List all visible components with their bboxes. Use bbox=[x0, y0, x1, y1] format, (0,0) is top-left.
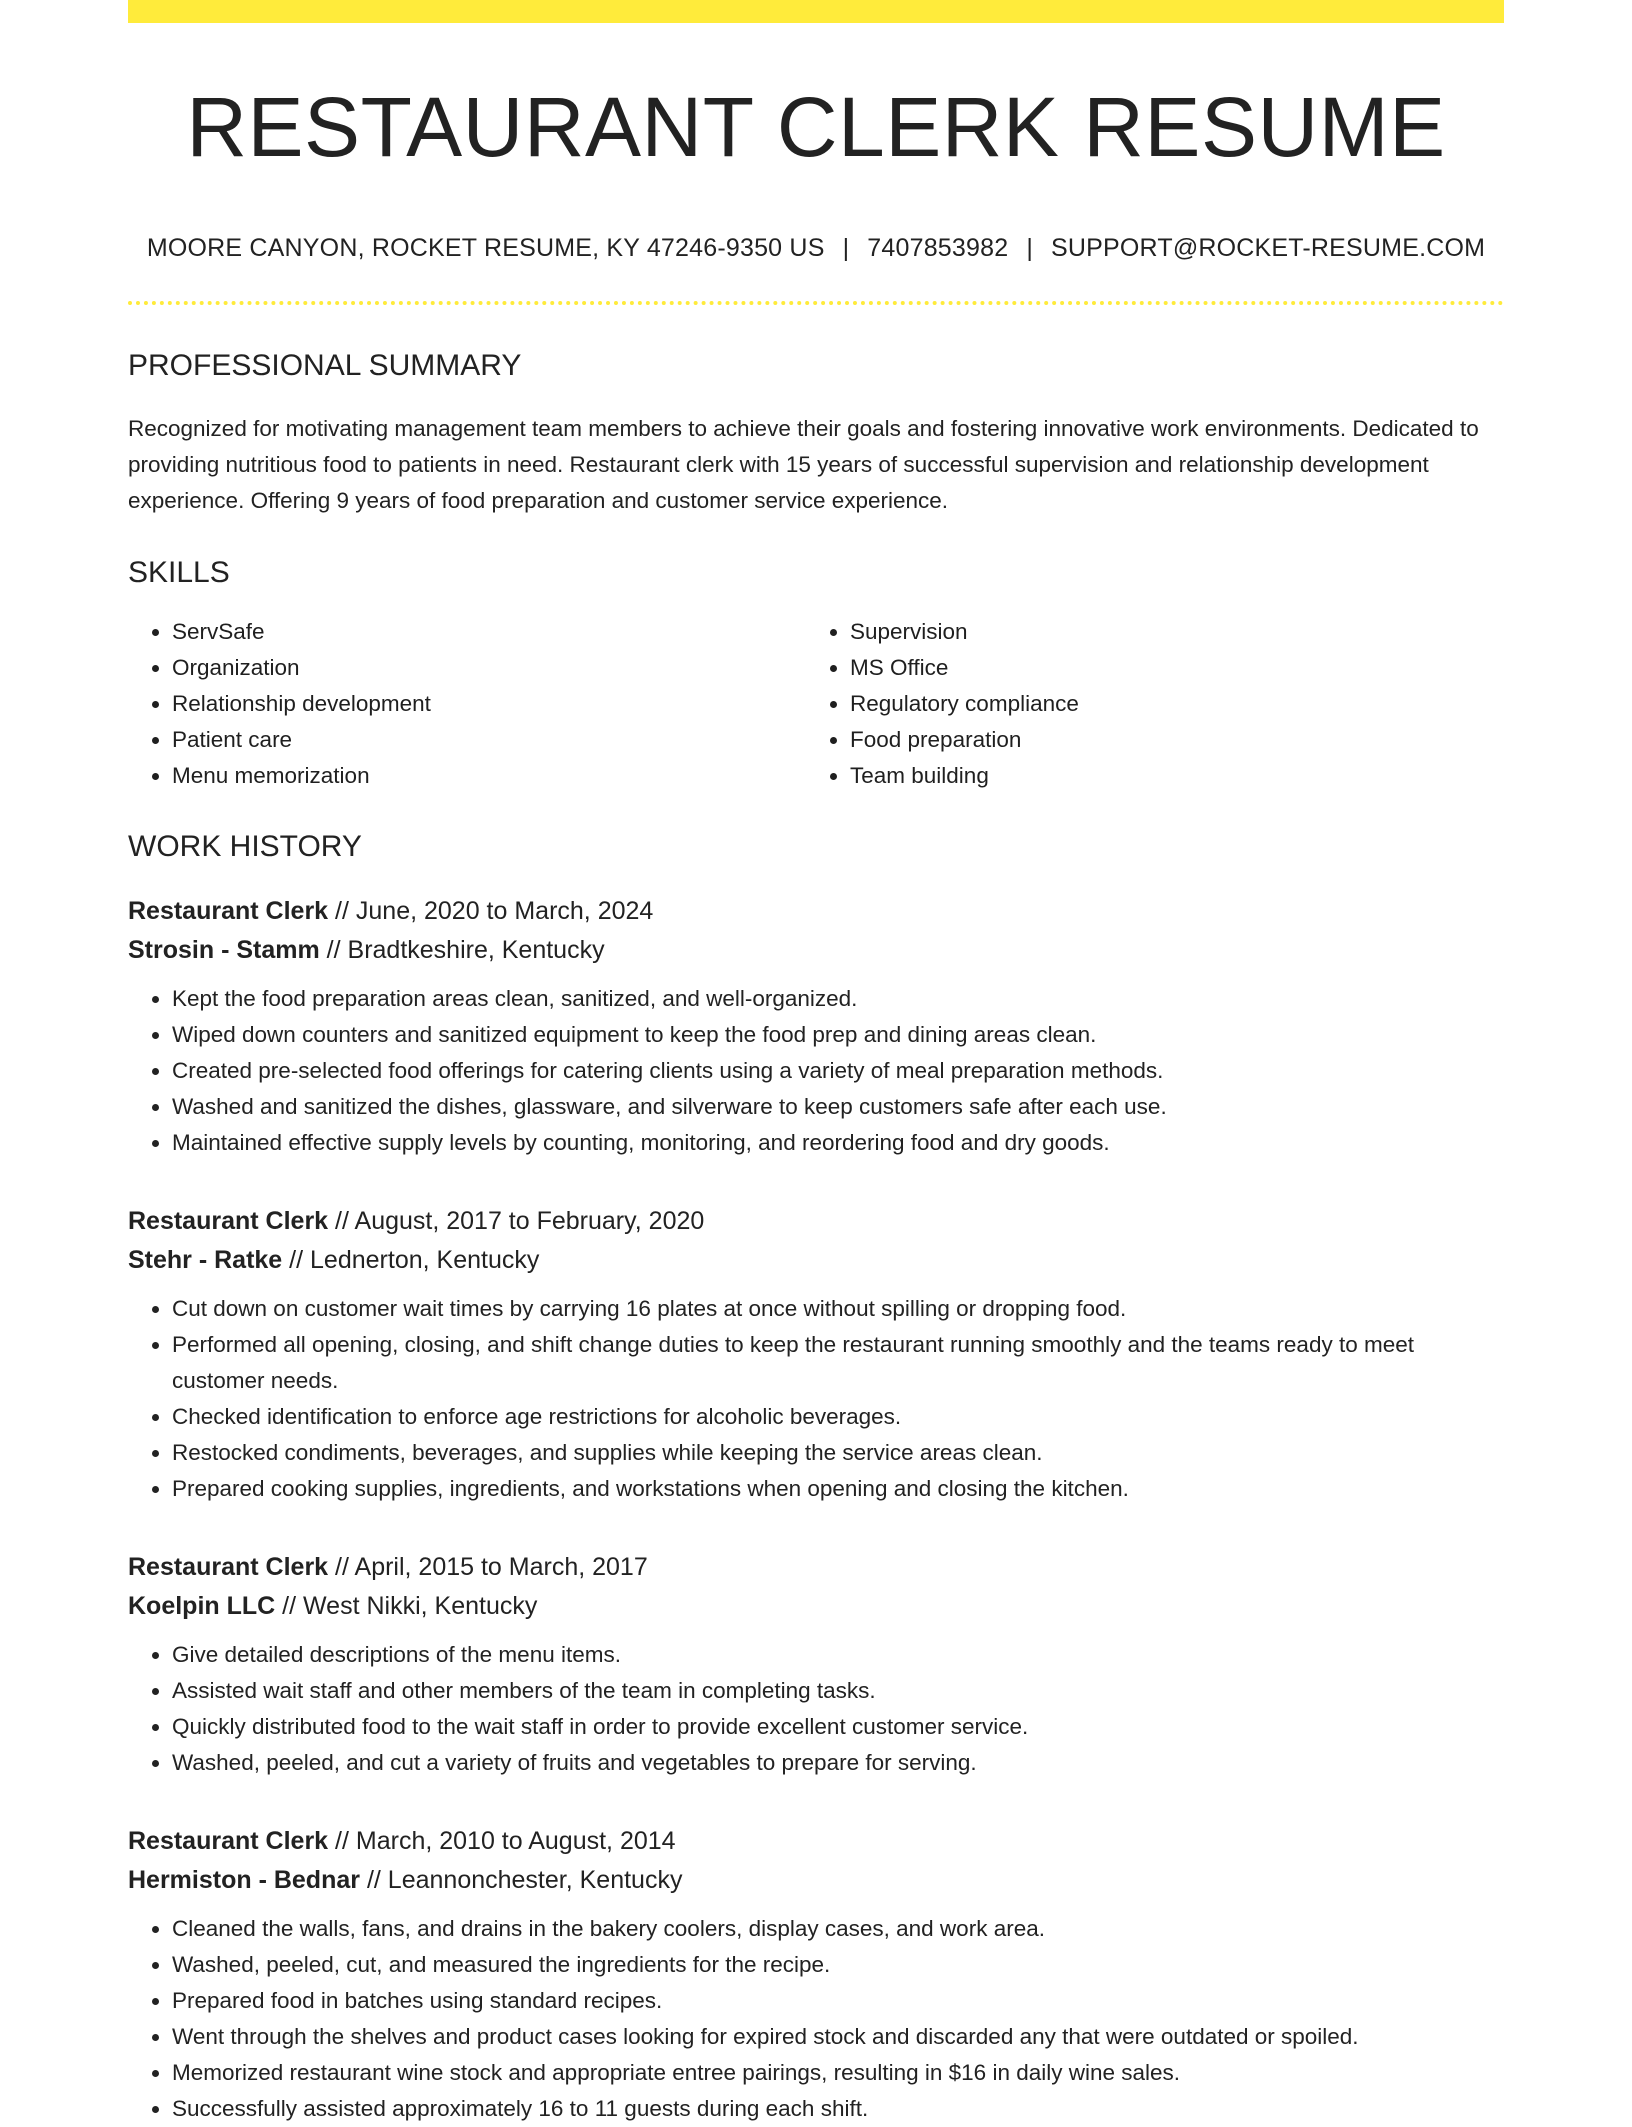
contact-phone: 7407853982 bbox=[867, 234, 1009, 262]
contact-line bbox=[128, 236, 1504, 261]
job-company-line bbox=[128, 1587, 1504, 1626]
dotted-divider bbox=[128, 301, 1504, 305]
job-duty-item: • Kept the food preparation areas clean, sanitized, and well-organized. bbox=[172, 981, 1504, 1017]
job-separator: // bbox=[366, 1866, 381, 1894]
job-duties-list bbox=[128, 1911, 1504, 2127]
job-entry bbox=[128, 1202, 1504, 1507]
job-entry bbox=[128, 892, 1504, 1161]
job-entry bbox=[128, 1548, 1504, 1781]
job-title-line bbox=[128, 892, 1504, 931]
job-company: Hermiston - Bednar bbox=[128, 1866, 360, 1894]
resume-title: RESTAURANT CLERK RESUME bbox=[186, 80, 1446, 174]
job-duty-item: • Created pre-selected food offerings for catering clients using a variety of meal preparation methods. bbox=[172, 1053, 1504, 1089]
job-location: Leannonchester, Kentucky bbox=[387, 1866, 683, 1894]
summary-heading: PROFESSIONAL SUMMARY bbox=[128, 349, 522, 382]
job-duty-item: • Washed and sanitized the dishes, glassware, and silverware to keep customers safe after each use. bbox=[172, 1089, 1504, 1125]
job-duties-list bbox=[128, 981, 1504, 1161]
job-entry bbox=[128, 1822, 1504, 2127]
job-separator: // bbox=[335, 1553, 349, 1581]
skills-left-column bbox=[128, 614, 806, 794]
skill-item: • Menu memorization bbox=[172, 758, 806, 794]
job-duty-item: • Maintained effective supply levels by counting, monitoring, and reordering food and dry goods. bbox=[172, 1125, 1504, 1161]
job-title-line bbox=[128, 1822, 1504, 1861]
job-separator: // bbox=[326, 936, 341, 964]
summary-text: Recognized for motivating management team members to achieve their goals and fostering innovative work environments. Dedicated to providing nutritious food to patients in need. Restaurant clerk with 15 years of successful supervision and relationship development experience. Offering 9 years of food preparation and customer service experience. bbox=[128, 416, 1479, 513]
job-duty-item: • Checked identification to enforce age restrictions for alcoholic beverages. bbox=[172, 1399, 1504, 1435]
job-company: Koelpin LLC bbox=[128, 1592, 276, 1620]
job-company-line bbox=[128, 1241, 1504, 1280]
job-duty-item: • Memorized restaurant wine stock and appropriate entree pairings, resulting in $16 in daily wine sales. bbox=[172, 2055, 1504, 2091]
job-company-line bbox=[128, 931, 1504, 970]
job-duty-item: • Quickly distributed food to the wait staff in order to provide excellent customer service. bbox=[172, 1709, 1504, 1745]
skill-item: • Supervision bbox=[850, 614, 1484, 650]
resume-page bbox=[128, 0, 1504, 2127]
skill-item: • MS Office bbox=[850, 650, 1484, 686]
job-title: Restaurant Clerk bbox=[128, 1553, 329, 1581]
work-history-heading: WORK HISTORY bbox=[128, 830, 362, 863]
job-duty-item: • Prepared food in batches using standard recipes. bbox=[172, 1983, 1504, 2019]
skills-right-column bbox=[806, 614, 1484, 794]
job-location: West Nikki, Kentucky bbox=[303, 1592, 538, 1620]
job-duty-item: • Wiped down counters and sanitized equipment to keep the food prep and dining areas clean. bbox=[172, 1017, 1504, 1053]
job-title: Restaurant Clerk bbox=[128, 1207, 329, 1235]
job-location: Lednerton, Kentucky bbox=[310, 1246, 540, 1274]
contact-email: SUPPORT@ROCKET-RESUME.COM bbox=[1051, 234, 1486, 262]
job-title: Restaurant Clerk bbox=[128, 1827, 329, 1855]
job-separator: // bbox=[282, 1592, 297, 1620]
job-duty-item: • Went through the shelves and product cases looking for expired stock and discarded any that were outdated or spoiled. bbox=[172, 2019, 1504, 2055]
job-separator: // bbox=[335, 897, 349, 925]
job-duty-item: • Washed, peeled, cut, and measured the ingredients for the recipe. bbox=[172, 1947, 1504, 1983]
job-duties-list bbox=[128, 1291, 1504, 1507]
job-company-line bbox=[128, 1861, 1504, 1900]
contact-separator: | bbox=[1026, 234, 1034, 262]
job-company: Strosin - Stamm bbox=[128, 936, 320, 964]
job-title: Restaurant Clerk bbox=[128, 897, 329, 925]
skill-item: • Relationship development bbox=[172, 686, 806, 722]
skill-item: • ServSafe bbox=[172, 614, 806, 650]
contact-separator: | bbox=[842, 234, 850, 262]
top-accent-bar bbox=[128, 0, 1504, 23]
job-duty-item: • Assisted wait staff and other members of the team in completing tasks. bbox=[172, 1673, 1504, 1709]
job-location: Bradtkeshire, Kentucky bbox=[347, 936, 605, 964]
skills-heading: SKILLS bbox=[128, 556, 230, 589]
skill-item: • Organization bbox=[172, 650, 806, 686]
job-duty-item: • Cut down on customer wait times by carrying 16 plates at once without spilling or dropping food. bbox=[172, 1291, 1504, 1327]
skill-item: • Team building bbox=[850, 758, 1484, 794]
job-duty-item: • Give detailed descriptions of the menu items. bbox=[172, 1637, 1504, 1673]
contact-address: MOORE CANYON, ROCKET RESUME, KY 47246-9350 US bbox=[146, 234, 825, 262]
job-dates: August, 2017 to February, 2020 bbox=[354, 1207, 705, 1235]
skills-list bbox=[128, 614, 1504, 794]
job-dates: June, 2020 to March, 2024 bbox=[355, 897, 654, 925]
job-duty-item: • Performed all opening, closing, and shift change duties to keep the restaurant running smoothly and the teams ready to meet customer needs. bbox=[172, 1327, 1504, 1399]
work-history-list bbox=[128, 892, 1504, 2127]
job-duty-item: • Cleaned the walls, fans, and drains in the bakery coolers, display cases, and work area. bbox=[172, 1911, 1504, 1947]
job-title-line bbox=[128, 1202, 1504, 1241]
job-duty-item: • Prepared cooking supplies, ingredients, and workstations when opening and closing the kitchen. bbox=[172, 1471, 1504, 1507]
skill-item: • Regulatory compliance bbox=[850, 686, 1484, 722]
job-duty-item: • Restocked condiments, beverages, and supplies while keeping the service areas clean. bbox=[172, 1435, 1504, 1471]
job-duty-item: • Successfully assisted approximately 16 to 11 guests during each shift. bbox=[172, 2091, 1504, 2127]
skill-item: • Food preparation bbox=[850, 722, 1484, 758]
job-separator: // bbox=[335, 1207, 349, 1235]
job-dates: April, 2015 to March, 2017 bbox=[354, 1553, 648, 1581]
job-separator: // bbox=[289, 1246, 304, 1274]
job-dates: March, 2010 to August, 2014 bbox=[355, 1827, 676, 1855]
job-duties-list bbox=[128, 1637, 1504, 1781]
job-title-line bbox=[128, 1548, 1504, 1587]
skill-item: • Patient care bbox=[172, 722, 806, 758]
job-duty-item: • Washed, peeled, and cut a variety of fruits and vegetables to prepare for serving. bbox=[172, 1745, 1504, 1781]
job-separator: // bbox=[335, 1827, 349, 1855]
job-company: Stehr - Ratke bbox=[128, 1246, 283, 1274]
